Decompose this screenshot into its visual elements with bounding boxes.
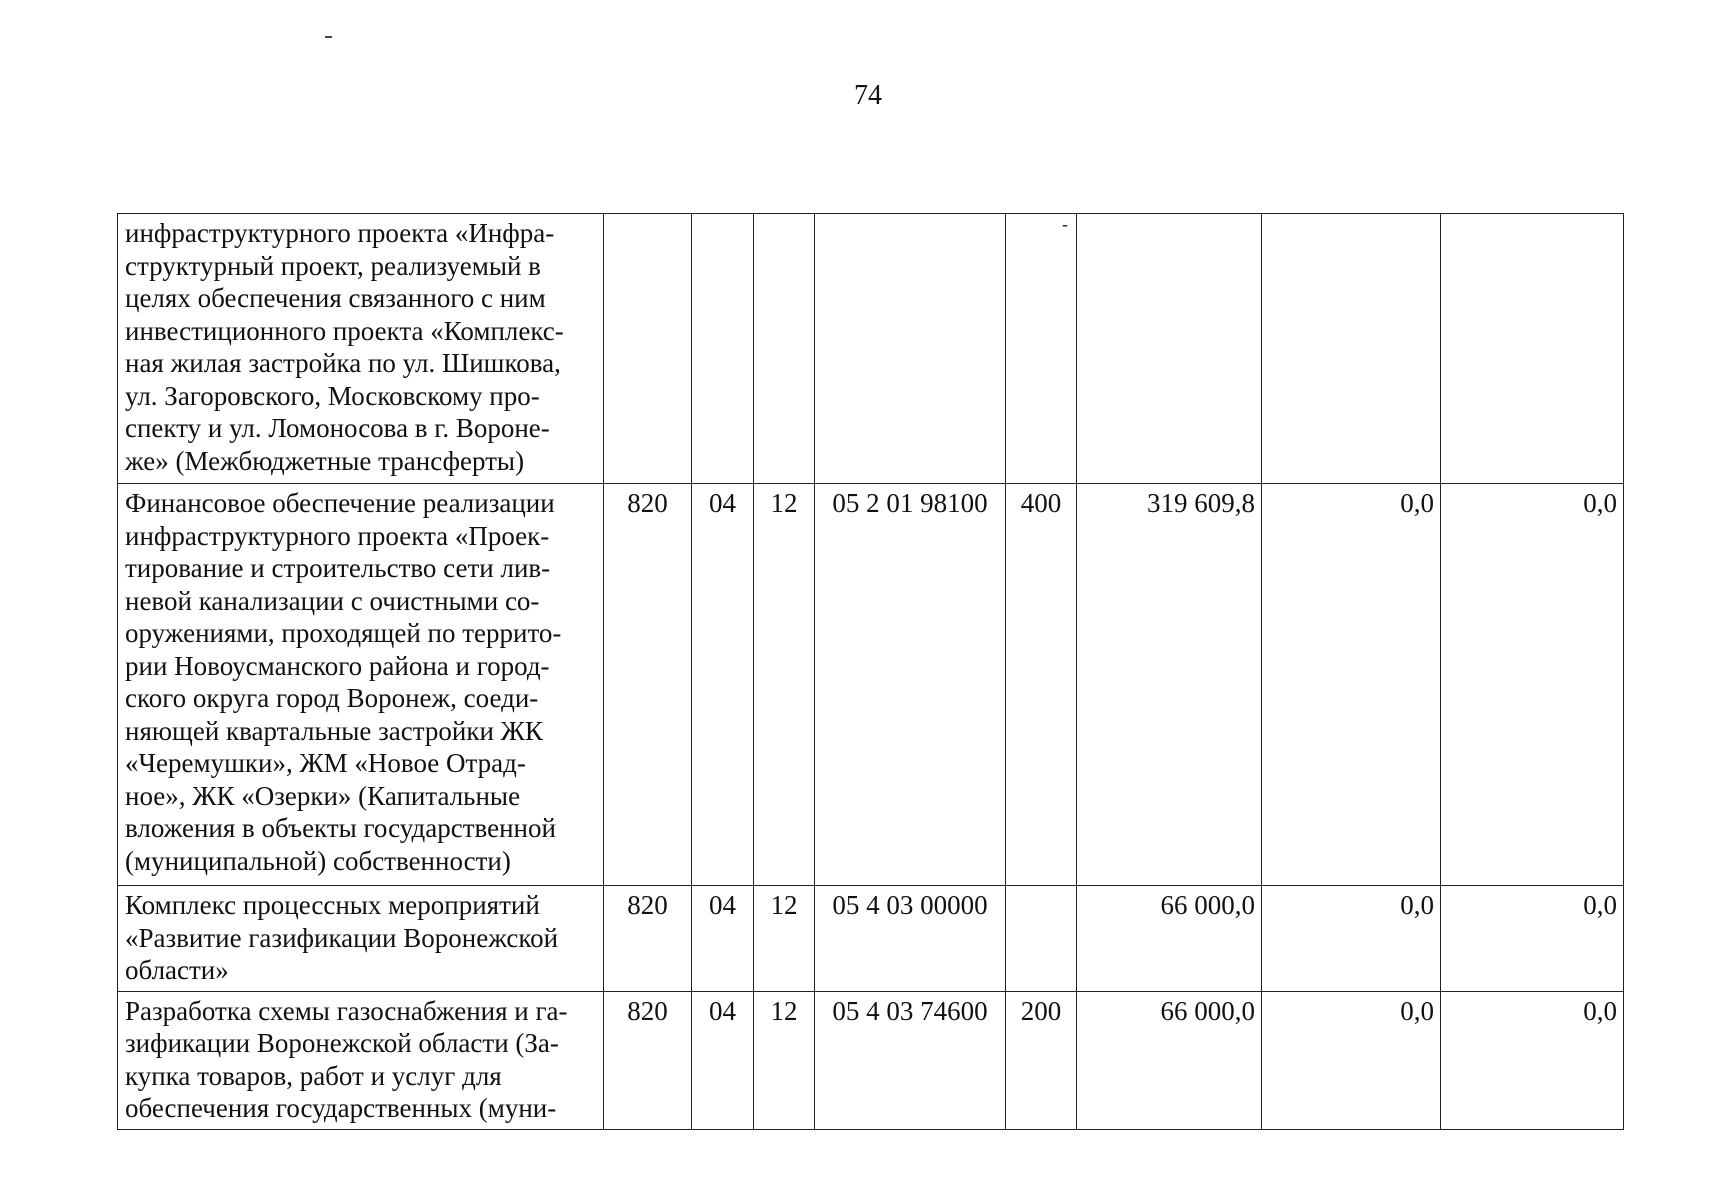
cell-amount-2-value: 0,0 xyxy=(1400,890,1434,920)
description-line: вложения в объекты государственной xyxy=(125,813,556,843)
cell-expense-type xyxy=(1006,991,1077,1129)
cell-amount-2 xyxy=(1262,214,1441,484)
cell-ministry xyxy=(604,214,692,484)
description-line: ул. Загоровского, Московскому про- xyxy=(125,380,540,411)
description-line: Финансовое обеспечение реализации xyxy=(125,488,555,518)
description-line: структурный проект, реализуемый в xyxy=(125,250,541,281)
table-row xyxy=(118,886,1624,992)
description-line: инфраструктурного проекта «Проек- xyxy=(125,520,550,551)
cell-section-value: 04 xyxy=(709,890,736,920)
cell-expense-type-value: 200 xyxy=(1020,995,1062,1026)
cell-amount-2-value: 0,0 xyxy=(1400,488,1434,518)
cell-section-value: 04 xyxy=(709,488,736,518)
description-line: купка товаров, работ и услуг для xyxy=(125,1060,502,1091)
cell-target-article xyxy=(815,991,1006,1129)
cell-ministry-value: 820 xyxy=(627,995,668,1026)
cell-amount-1 xyxy=(1077,214,1262,484)
description-line: ное», ЖК «Озерки» (Капитальные xyxy=(125,780,521,811)
cell-amount-1-value: 319 609,8 xyxy=(1147,488,1255,518)
cell-amount-3-value: 0,0 xyxy=(1583,488,1617,518)
cell-expense-type-value: 400 xyxy=(1020,488,1062,518)
table-body xyxy=(118,214,1624,1130)
cell-description xyxy=(118,214,604,484)
cell-expense-type xyxy=(1006,484,1077,886)
cell-ministry xyxy=(604,484,692,886)
cell-expense-type xyxy=(1006,214,1077,484)
page-number: 74 xyxy=(854,80,882,111)
description-line: области» xyxy=(125,955,229,985)
cell-subsection-value: 12 xyxy=(770,890,798,920)
description-line: «Черемушки», ЖМ «Новое Отрад- xyxy=(125,748,526,778)
cell-expense-type xyxy=(1006,886,1077,992)
description-line: рии Новоусманского района и город- xyxy=(125,650,550,681)
cell-description xyxy=(118,991,604,1129)
cell-amount-1 xyxy=(1077,991,1262,1129)
cell-ministry xyxy=(604,991,692,1129)
cell-subsection-value: 12 xyxy=(770,995,798,1026)
cell-section-value: 04 xyxy=(709,995,736,1026)
cell-target-article-value: 05 4 03 00000 xyxy=(832,890,988,920)
cell-amount-3 xyxy=(1441,484,1624,886)
cell-amount-3-value: 0,0 xyxy=(1583,995,1617,1026)
description-line: Разработка схемы газоснабжения и га- xyxy=(125,995,568,1026)
cell-amount-1 xyxy=(1077,886,1262,992)
cell-amount-2-value: 0,0 xyxy=(1400,995,1434,1026)
cell-target-article xyxy=(815,214,1006,484)
cell-ministry-value: 820 xyxy=(627,488,668,518)
description-line: оружениями, проходящей по террито- xyxy=(125,618,562,648)
description-line: (муниципальной) собственности) xyxy=(125,845,511,876)
cell-subsection xyxy=(754,484,815,886)
cell-subsection xyxy=(754,991,815,1129)
cell-section xyxy=(692,214,754,484)
cell-target-article-value: 05 4 03 74600 xyxy=(832,995,988,1026)
description-line: тирование и строительство сети лив- xyxy=(125,553,551,583)
cell-section xyxy=(692,991,754,1129)
description-line: обеспечения государственных (муни- xyxy=(125,1093,557,1123)
table-row xyxy=(118,484,1624,886)
cell-ministry xyxy=(604,886,692,992)
cell-amount-1-value: 66 000,0 xyxy=(1160,890,1255,920)
cell-amount-2 xyxy=(1262,484,1441,886)
description-line: инфраструктурного проекта «Инфра- xyxy=(125,218,555,248)
cell-target-article-value: 05 2 01 98100 xyxy=(832,488,988,518)
cell-amount-1-value: 66 000,0 xyxy=(1160,995,1255,1026)
description-line: «Развитие газификации Воронежской xyxy=(125,922,559,953)
cell-target-article xyxy=(815,886,1006,992)
description-line: же» (Межбюджетные трансферты) xyxy=(125,445,525,476)
budget-table xyxy=(117,213,1624,1130)
stray-mark: - xyxy=(1062,214,1068,234)
description-line: ского округа город Воронеж, соеди- xyxy=(125,683,539,713)
description-line: инвестиционного проекта «Комплекс- xyxy=(125,315,564,346)
cell-subsection xyxy=(754,214,815,484)
scan-mark xyxy=(325,36,332,38)
cell-amount-3-value: 0,0 xyxy=(1583,890,1617,920)
description-line: спекту и ул. Ломоносова в г. Вороне- xyxy=(125,413,550,443)
cell-amount-3 xyxy=(1441,991,1624,1129)
cell-section xyxy=(692,886,754,992)
description-line: ная жилая застройка по ул. Шишкова, xyxy=(125,348,561,378)
description-line: няющей квартальные застройки ЖК xyxy=(125,715,543,746)
description-line: Комплекс процессных мероприятий xyxy=(125,890,540,920)
cell-description xyxy=(118,886,604,992)
cell-subsection-value: 12 xyxy=(770,488,798,518)
cell-subsection xyxy=(754,886,815,992)
cell-target-article xyxy=(815,484,1006,886)
cell-amount-2 xyxy=(1262,991,1441,1129)
cell-description xyxy=(118,484,604,886)
description-line: целях обеспечения связанного с ним xyxy=(125,283,546,313)
description-line: зификации Воронежской области (За- xyxy=(125,1028,559,1058)
cell-amount-2 xyxy=(1262,886,1441,992)
cell-ministry-value: 820 xyxy=(627,890,668,920)
cell-amount-3 xyxy=(1441,886,1624,992)
cell-section xyxy=(692,484,754,886)
cell-amount-3 xyxy=(1441,214,1624,484)
table-row xyxy=(118,214,1624,484)
cell-amount-1 xyxy=(1077,484,1262,886)
table-row xyxy=(118,991,1624,1129)
description-line: невой канализации с очистными со- xyxy=(125,585,540,616)
